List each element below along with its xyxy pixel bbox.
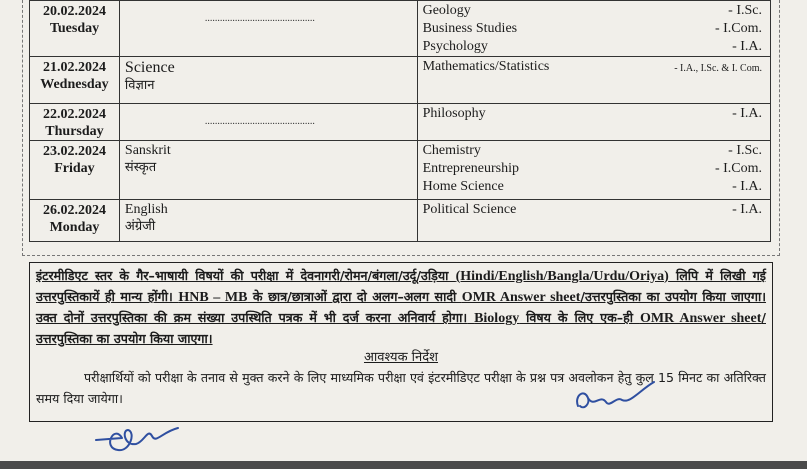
first-sitting-cell xyxy=(119,141,417,200)
schedule-row xyxy=(30,57,771,104)
exam-date-cell xyxy=(30,1,120,57)
notice-line1-english: (Hindi/English/Bangla/Urdu/Oriya) xyxy=(455,269,669,284)
no-exam-dots: ............................................ xyxy=(204,116,315,127)
notice-line1-hindi: इंटरमीडिएट स्तर के गैर–भाषायी विषयों की परीक्षा में देवनागरी/रोमन/बंगला/उर्दू/उड़िया xyxy=(36,268,456,283)
exam-date: 26.02.2024 xyxy=(42,203,106,218)
second-sitting-cell xyxy=(417,200,770,242)
stream-label: - I.A., I.Sc. & I. Com. xyxy=(674,63,762,74)
exam-date-cell xyxy=(30,200,120,242)
subject-name: Entrepreneurship xyxy=(422,161,520,176)
exam-date: 23.02.2024 xyxy=(42,144,106,159)
exam-date: 21.02.2024 xyxy=(42,60,106,75)
stream-label: - I.A. xyxy=(732,39,762,54)
stream-label: - I.A. xyxy=(732,106,762,121)
notice-line4-hindi-b: /उत्तरपुस्तिका का उपयोग किया जाएगा। xyxy=(36,310,766,346)
subject-name: Business Studies xyxy=(422,21,518,36)
bottom-edge xyxy=(0,461,807,469)
notice-line2-hindi-b: के छात्र/छात्राओं द्वारा दो अलग–अलग सादी xyxy=(247,289,462,304)
notice-line2-english: HNB – MB xyxy=(178,290,248,305)
subject-name: Home Science xyxy=(422,179,504,194)
schedule-body xyxy=(30,1,771,242)
subject-name: Psychology xyxy=(422,39,488,54)
schedule-row xyxy=(30,200,771,242)
exam-day: Thursday xyxy=(45,124,104,139)
subject-name: Mathematics/Statistics xyxy=(422,59,550,74)
second-sitting-cell xyxy=(417,104,770,141)
exam-date-cell xyxy=(30,57,120,104)
subject-hindi: विज्ञान xyxy=(124,78,155,93)
exam-day: Tuesday xyxy=(49,21,100,36)
subject-hindi: संस्कृत xyxy=(124,160,157,175)
subject-line xyxy=(423,20,762,38)
schedule-row xyxy=(30,141,771,200)
subject-line xyxy=(423,2,762,20)
notice-line3-hindi: /उत्तरपुस्तिका का उपयोग किया जाएगा। उक्त दोनों उत्तरपुस्तिका की क्रम संख्या उपस्थिति पत्रक में भी दर्ज करना अनिवार्य होगा। xyxy=(36,289,767,325)
subject-name: Philosophy xyxy=(422,106,486,121)
instructions-paragraph: परीक्षार्थियों को परीक्षा के तनाव से मुक्त करने के लिए माध्यमिक परीक्षा एवं इंटरमीडिएट परीक्षा के प्रश्न पत्र अवलोकन हेतु कुल 15 मिनट का अतिरिक्त समय दिया जायेगा। xyxy=(36,370,766,406)
subject-line xyxy=(423,142,762,160)
first-sitting-cell xyxy=(119,1,417,57)
signature-left-icon xyxy=(92,418,182,458)
exam-day: Monday xyxy=(49,220,100,235)
subject-english: Sanskrit xyxy=(124,143,171,158)
second-sitting-cell xyxy=(417,1,770,57)
subject-line xyxy=(423,201,762,219)
signature-right-icon xyxy=(570,376,660,416)
no-exam-dots: ............................................ xyxy=(204,13,315,24)
script-notice xyxy=(36,266,766,349)
subject-hindi: अंग्रेजी xyxy=(124,219,156,234)
exam-date: 22.02.2024 xyxy=(42,107,106,122)
subject-line xyxy=(423,38,762,56)
notice-box xyxy=(29,262,773,422)
subject-line xyxy=(423,58,762,78)
stream-label: - I.Com. xyxy=(714,161,762,176)
second-sitting-cell xyxy=(417,141,770,200)
stream-label: - I.Sc. xyxy=(728,143,762,158)
notice-line2-hindi: लिपि में लिखी गई उत्तरपुस्तिकायें ही मान्य होंगी। xyxy=(36,268,766,304)
subject-line xyxy=(423,178,762,196)
second-sitting-cell xyxy=(417,57,770,104)
exam-date-cell xyxy=(30,141,120,200)
notice-line4-english-b: OMR Answer sheet xyxy=(639,311,762,326)
subject-line xyxy=(423,160,762,178)
first-sitting-cell xyxy=(119,57,417,104)
instructions-heading: आवश्यक निर्देश xyxy=(363,350,439,365)
exam-schedule-table xyxy=(29,0,771,242)
exam-date: 20.02.2024 xyxy=(42,4,106,19)
notice-line4-hindi: विषय के लिए एक–ही xyxy=(519,310,640,325)
subject-name: Geology xyxy=(422,3,471,18)
notice-line4-english: Biology xyxy=(474,311,520,326)
exam-day: Friday xyxy=(54,161,95,176)
schedule-row xyxy=(30,1,771,57)
first-sitting-cell xyxy=(119,104,417,141)
subject-line xyxy=(423,105,762,123)
stream-label: - I.A. xyxy=(732,179,762,194)
notice-line2-english-b: OMR Answer sheet xyxy=(461,290,581,305)
exam-date-cell xyxy=(30,104,120,141)
subject-name: Chemistry xyxy=(422,143,481,158)
first-sitting-cell xyxy=(119,200,417,242)
stream-label: - I.A. xyxy=(732,202,762,217)
subject-english: Science xyxy=(124,59,175,76)
exam-day: Wednesday xyxy=(40,77,109,92)
subject-english: English xyxy=(124,202,168,217)
stream-label: - I.Sc. xyxy=(728,3,762,18)
subject-name: Political Science xyxy=(422,202,517,217)
stream-label: - I.Com. xyxy=(714,21,762,36)
schedule-row xyxy=(30,104,771,141)
